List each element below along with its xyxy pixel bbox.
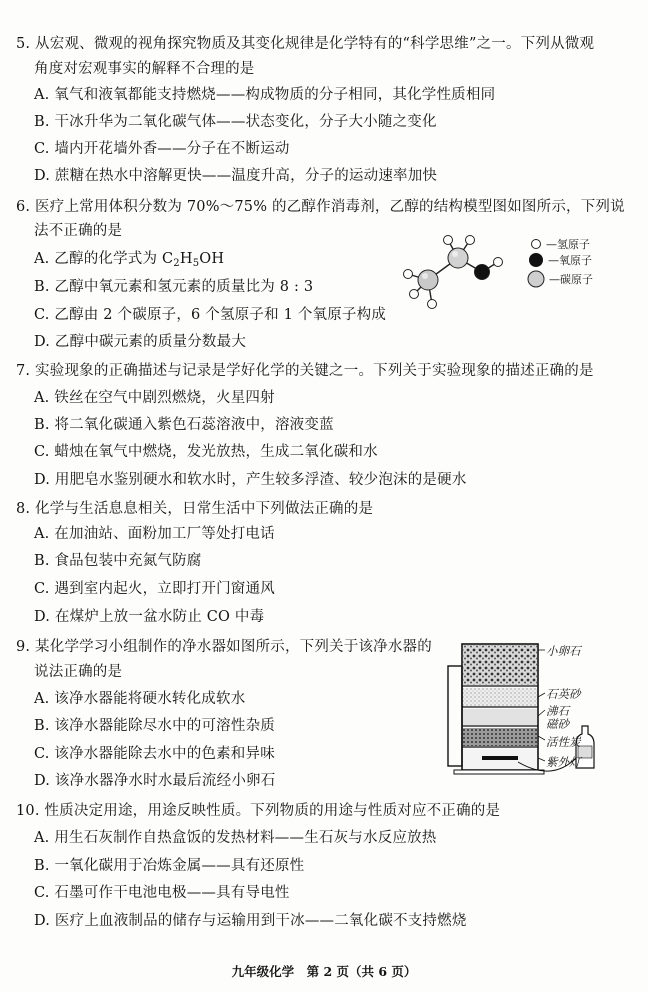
option-b: B. 乙醇中氧元素和氢元素的质量比为 8 : 3	[34, 279, 314, 295]
figure-label-quartz-sand: 石英砂	[546, 687, 581, 701]
option-d: D. 该净水器净水时水最后流经小卵石	[34, 773, 276, 789]
option-c: C. 蜡烛在氧气中燃烧，发光放热，生成二氧化碳和水	[34, 444, 378, 460]
question-stem-line: 9. 某化学学习小组制作的净水器如图所示，下列关于该净水器的	[16, 639, 432, 655]
option-c: C. 该净水器能除去水中的色素和异味	[34, 746, 275, 762]
question-stem-line: 法不正确的是	[34, 223, 123, 239]
option-b: B. 食品包装中充氮气防腐	[34, 553, 202, 569]
question-stem-line: 10. 性质决定用途，用途反映性质。下列物质的用途与性质对应不正确的是	[16, 803, 501, 819]
figure-label-pebbles: 小卵石	[546, 644, 581, 658]
option-b: B. 该净水器能除尽水中的可溶性杂质	[34, 718, 275, 734]
legend-hydrogen: —氢原子	[530, 236, 590, 252]
question-stem-line: 7. 实验现象的正确描述与记录是学好化学的关键之一。下列关于实验现象的描述正确的是	[16, 363, 594, 379]
option-c: C. 乙醇由 2 个碳原子，6 个氢原子和 1 个氧原子构成	[34, 307, 387, 323]
figure-label-zeolite: 沸石	[546, 704, 569, 718]
figure-label-magnetic-sand: 磁砂	[546, 717, 569, 731]
option-d: D. 在煤炉上放一盆水防止 CO 中毒	[34, 609, 265, 625]
oxygen-atom-icon	[528, 252, 544, 268]
option-a: A. 氧气和液氧都能支持燃烧——构成物质的分子相同，其化学性质相同	[34, 87, 496, 103]
figure-label-activated-carbon: 活性炭	[546, 735, 581, 749]
question-stem-line: 说法正确的是	[34, 664, 123, 680]
option-d: D. 乙醇中碳元素的质量分数最大	[34, 334, 247, 350]
question-stem-line: 角度对宏观事实的解释不合理的是	[34, 61, 255, 77]
carbon-atom-icon	[527, 270, 545, 288]
option-c: C. 遇到室内起火，立即打开门窗通风	[34, 581, 275, 597]
option-c: C. 石墨可作干电池电极——具有导电性	[34, 885, 290, 901]
option-b: B. 将二氧化碳通入紫色石蕊溶液中，溶液变蓝	[34, 417, 334, 433]
option-a: A. 铁丝在空气中剧烈燃烧，火星四射	[34, 390, 275, 406]
option-a: A. 在加油站、面粉加工厂等处打电话	[34, 526, 275, 542]
legend-oxygen: —氧原子	[528, 252, 592, 268]
option-d: D. 用肥皂水鉴别硬水和软水时，产生较多浮渣、较少泡沫的是硬水	[34, 472, 467, 488]
option-b: B. 一氧化碳用于冶炼金属——具有还原性	[34, 858, 305, 874]
option-a: A. 乙醇的化学式为 $C_2H_5OH$	[34, 251, 225, 269]
option-d: D. 医疗上血液制品的储存与运输用到干冰——二氧化碳不支持燃烧	[34, 913, 467, 929]
water-purifier-figure	[442, 636, 610, 784]
hydrogen-atom-icon	[530, 238, 542, 250]
question-stem-line: 5. 从宏观、微观的视角探究物质及其变化规律是化学特有的“科学思维”之一。下列从微观	[16, 36, 595, 52]
question-stem-line: 6. 医疗上常用体积分数为 70%～75% 的乙醇作消毒剂，乙醇的结构模型图如图所示，下列说	[16, 199, 625, 215]
figure-label-uv-lamp: 紫外灯	[546, 755, 581, 769]
legend-carbon: —碳原子	[527, 270, 593, 288]
option-a: A. 用生石灰制作自热盒饭的发热材料——生石灰与水反应放热	[34, 830, 437, 846]
option-d: D. 蔗糖在热水中溶解更快——温度升高，分子的运动速率加快	[34, 168, 438, 184]
page-footer: 九年级化学 第 2 页（共 6 页）	[231, 964, 417, 979]
question-stem-line: 8. 化学与生活息息相关，日常生活中下列做法正确的是	[16, 501, 374, 517]
option-a: A. 该净水器能将硬水转化成软水	[34, 691, 246, 707]
ethanol-model-figure	[392, 228, 510, 314]
option-c: C. 墙内开花墙外香——分子在不断运动	[34, 141, 290, 157]
option-b: B. 干冰升华为二氧化碳气体——状态变化，分子大小随之变化	[34, 114, 437, 130]
